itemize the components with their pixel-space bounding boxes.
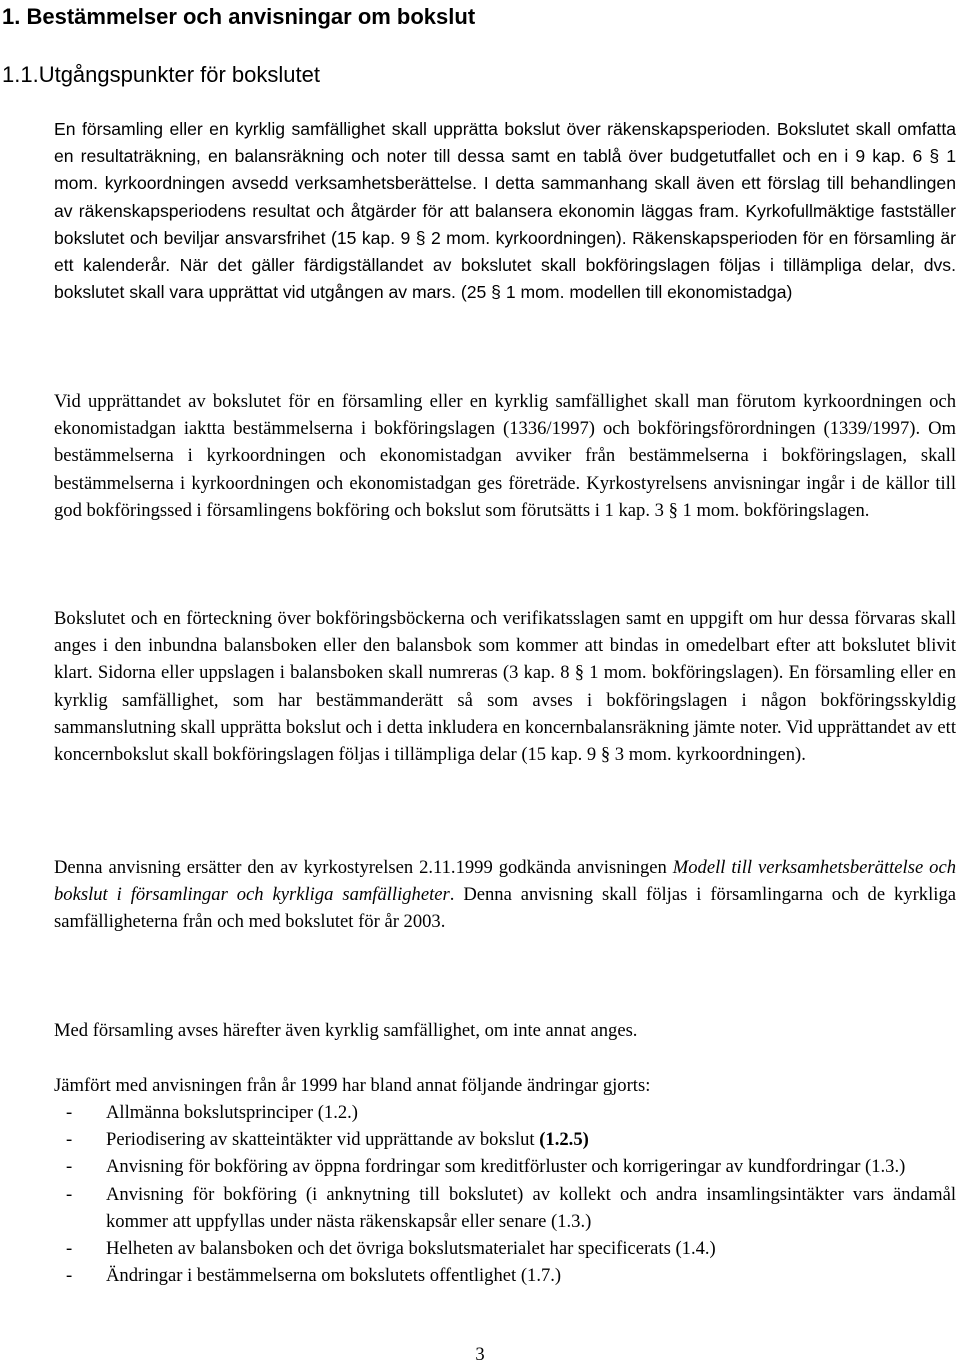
changes-list: [54, 1099, 956, 1289]
list-item: [54, 1099, 956, 1126]
list-dash: -: [66, 1156, 73, 1178]
list-dash: -: [66, 1238, 73, 1260]
subsection-heading: 1.1.Utgångspunkter för bokslutet: [2, 62, 320, 87]
list-dash: -: [66, 1183, 73, 1205]
list-item-text: Periodisering av skatteintäkter vid upprättande av bokslut: [106, 1129, 540, 1151]
list-item-bold-ref: (1.2.5): [539, 1129, 589, 1151]
list-item-text: Helheten av balansboken och det övriga bokslutsmaterialet har specificerats (1.4.): [106, 1238, 716, 1260]
list-item: [54, 1181, 956, 1235]
list-item: [54, 1262, 956, 1289]
paragraph-replaces-text-a: Denna anvisning ersätter den av kyrkostyrelsen 2.11.1999 godkända anvisningen: [54, 857, 673, 878]
list-dash: -: [66, 1102, 73, 1123]
list-dash: -: [66, 1265, 73, 1287]
paragraph-intro: En församling eller en kyrklig samfällighet skall upprätta bokslut över räkenskapsperioden. Bokslutet skall omfatta en resultaträkning, en balansräkning och noter till dessa samt en tablå över budgetutfallet och en i 9 kap. 6 § 1 mom. kyrkoordningen avsedd verksamhetsberättelse. I detta sammanhang skall även ett förslag till behandlingen av räkenskapsperiodens resultat och åtgärder för att balansera ekonomin läggas fram. Kyrkofullmäktige fastställer bokslutet och beviljar ansvarsfrihet (15 kap. 9 § 2 mom. kyrkoordningen). Räkenskapsperioden för en församling är ett kalenderår. När det gäller färdigställandet av bokslutet skall bokföringslagen följas i tillämpliga delar, dvs. bokslutet skall vara upprättat vid utgången av mars. (25 § 1 mom. modellen till ekonomistadga): [54, 119, 956, 303]
paragraph-balance-book: Bokslutet och en förteckning över bokföringsböckerna och verifikatsslagen samt en uppgift om hur dessa förvaras skall anges i den inbundna balansboken eller den balansbok som kommer att bindas in omedelbart efter att bokslutet blivit klart. Sidorna eller uppslagen i balansboken skall numreras (3 kap. 8 § 1 mom. bokföringslagen). En församling eller en kyrklig samfällighet, som har bestämmanderätt så som avses i bokföringslagen i någon bokföringsskyldig sammanslutning skall upprätta bokslut och i detta inkludera en koncernbalansräkning jämte noter. Vid upprättandet av ett koncernbokslut skall bokföringslagen följas i tillämpliga delar (15 kap. 9 § 3 mom. kyrkoordningen).: [54, 608, 956, 766]
list-item-text: Allmänna bokslutsprinciper (1.2.): [106, 1102, 358, 1123]
page-number: 3: [475, 1344, 485, 1365]
paragraph-legislation: Vid upprättandet av bokslutet för en församling eller en kyrklig samfällighet skall man förutom kyrkoordningen och ekonomistadgan iaktta bestämmelserna i bokföringslagen (1336/1997) och bokföringsförordningen (1339/1997). Om bestämmelserna i kyrkoordningen och ekonomistadgan avviker från bestämmelserna i bokföringslagen, skall bestämmelserna i kyrkoordningen och ekonomistadgan ges företräde. Kyrkostyrelsens anvisningar ingår i de källor till god bokföringssed i församlingens bokföring och bokslut som förutsätts i 1 kap. 3 § 1 mom. bokföringslagen.: [54, 391, 956, 521]
paragraph-replaces-text-b: . Denna anvisning skall följas i församlingarna och de kyrkliga samfälligheterna från och med bokslutet för år 2003.: [54, 884, 956, 933]
list-item: [54, 1153, 956, 1180]
section-heading: 1. Bestämmelser och anvisningar om bokslut: [2, 4, 476, 29]
referenced-document-title: Modell till verksamhetsberättelse och bokslut i församlingar och kyrkliga samfälligheter: [54, 857, 956, 906]
list-item-text: Anvisning för bokföring (i anknytning till bokslutet) av kollekt och andra insamlingsintäkter vars ändamål kommer att uppfyllas under nästa räkenskapsår eller senare (1.3.): [106, 1183, 956, 1232]
list-dash: -: [66, 1129, 73, 1151]
list-item-text: Anvisning för bokföring av öppna fordringar som kreditförluster och korrigeringar av kundfordringar (1.3.): [106, 1156, 906, 1178]
paragraph-changes-intro: Jämfört med anvisningen från år 1999 har bland annat följande ändringar gjorts:: [54, 1075, 651, 1096]
paragraph-definition: Med församling avses härefter även kyrklig samfällighet, om inte annat anges.: [54, 1020, 638, 1041]
list-item: [54, 1126, 956, 1153]
list-item: [54, 1235, 956, 1262]
paragraph-replaces: [54, 854, 956, 936]
list-item-text: Ändringar i bestämmelserna om bokslutets offentlighet (1.7.): [106, 1265, 562, 1287]
